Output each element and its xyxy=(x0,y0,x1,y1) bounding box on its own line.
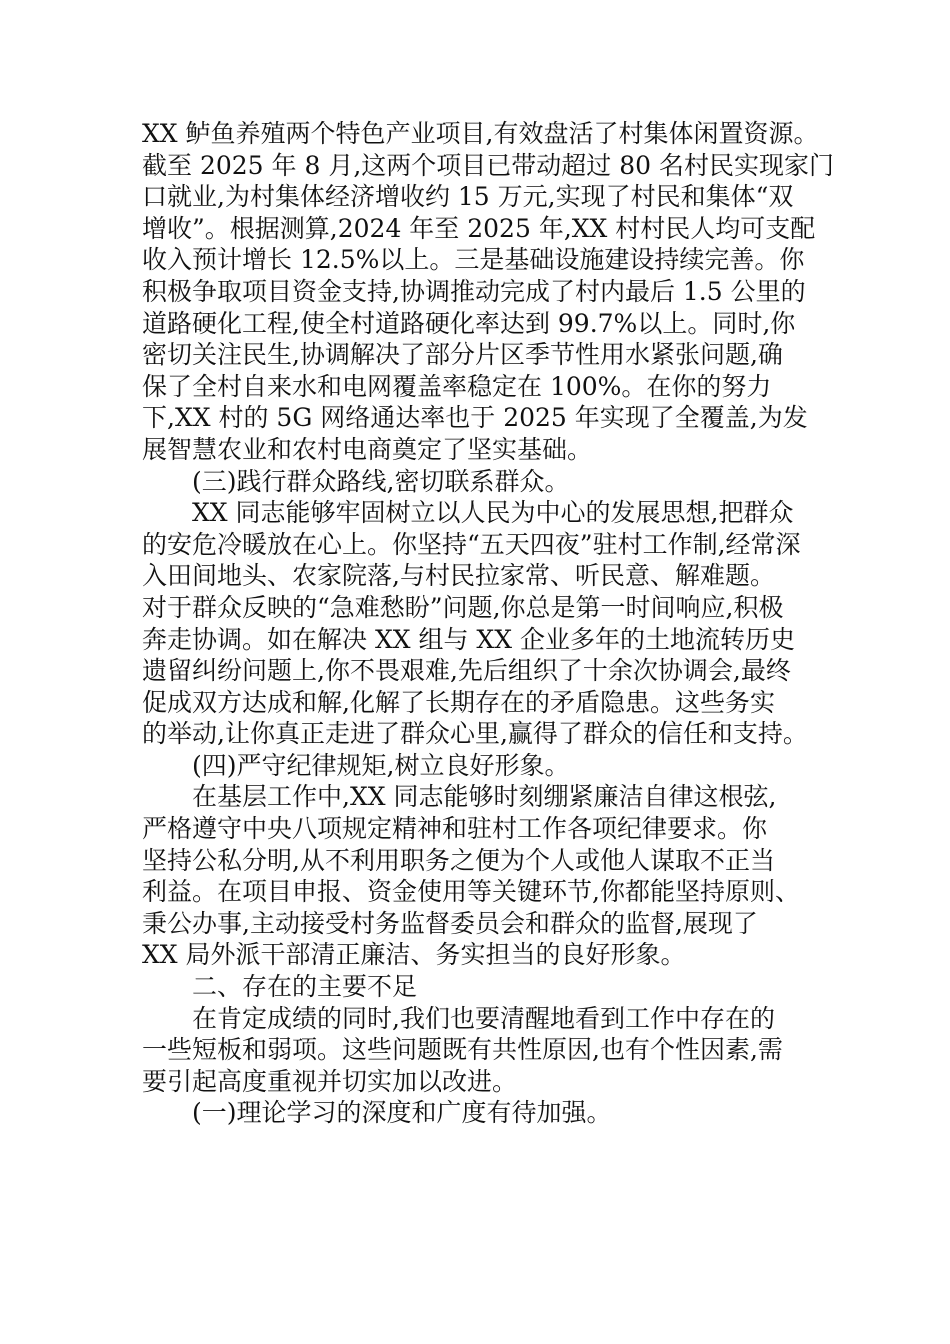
text-line: XX 同志能够牢固树立以人民为中心的发展思想,把群众 xyxy=(192,498,794,528)
heading-text: 二、存在的主要不足 xyxy=(192,972,418,1002)
text-line: 的举动,让你真正走进了群众心里,赢得了群众的信任和支持。 xyxy=(142,719,808,749)
paragraph-mass-line xyxy=(142,497,810,750)
text-line: XX 鲈鱼养殖两个特色产业项目,有效盘活了村集体闲置资源。 xyxy=(142,119,819,148)
section-heading-3 xyxy=(142,466,810,498)
text-line: 的安危冷暖放在心上。你坚持“五天四夜”驻村工作制,经常深 xyxy=(142,529,801,559)
text-line: 在基层工作中,XX 同志能够时刻绷紧廉洁自律这根弦, xyxy=(192,782,777,812)
text-line: 收入预计增长 12.5%以上。三是基础设施建设持续完善。你 xyxy=(142,245,805,275)
text-line: 在肯定成绩的同时,我们也要清醒地看到工作中存在的 xyxy=(192,1003,775,1033)
paragraph-shortcomings-intro xyxy=(142,1003,810,1098)
text-line: 截至 2025 年 8 月,这两个项目已带动超过 80 名村民实现家门 xyxy=(142,150,834,180)
text-line: 展智慧农业和农村电商奠定了坚实基础。 xyxy=(142,434,593,464)
text-line: 道路硬化工程,使全村道路硬化率达到 99.7%以上。同时,你 xyxy=(142,308,796,338)
text-line: 积极争取项目资金支持,协调推动完成了村内最后 1.5 公里的 xyxy=(142,276,806,306)
section-heading-shortcomings xyxy=(142,971,810,1003)
heading-text: (三)践行群众路线,密切联系群众。 xyxy=(192,466,570,496)
text-line: 奔走协调。如在解决 XX 组与 XX 企业多年的土地流转历史 xyxy=(142,624,795,654)
text-line: 利益。在项目申报、资金使用等关键环节,你都能坚持原则、 xyxy=(142,877,800,907)
text-line: 秉公办事,主动接受村务监督委员会和群众的监督,展现了 xyxy=(142,908,758,938)
section-heading-4 xyxy=(142,750,810,782)
section-heading-1 xyxy=(142,1097,810,1129)
text-line: 一些短板和弱项。这些问题既有共性原因,也有个性因素,需 xyxy=(142,1035,783,1065)
text-line: 严格遵守中央八项规定精神和驻村工作各项纪律要求。你 xyxy=(142,814,768,844)
text-line: 下,XX 村的 5G 网络通达率也于 2025 年实现了全覆盖,为发 xyxy=(142,403,808,433)
document-body xyxy=(142,118,834,1129)
heading-text: (一)理论学习的深度和广度有待加强。 xyxy=(192,1098,612,1128)
text-line: 坚持公私分明,从不利用职务之便为个人或他人谋取不正当 xyxy=(142,845,775,875)
text-line: 保了全村自来水和电网覆盖率稳定在 100%。在你的努力 xyxy=(142,371,772,401)
text-line: 入田间地头、农家院落,与村民拉家常、听民意、解难题。 xyxy=(142,561,775,591)
text-line: 增收”。根据测算,2024 年至 2025 年,XX 村村民人均可支配 xyxy=(142,213,816,243)
paragraph-achievements-continued xyxy=(142,118,834,466)
text-line: 促成双方达成和解,化解了长期存在的矛盾隐患。这些务实 xyxy=(142,687,775,717)
text-line: XX 局外派干部清正廉洁、务实担当的良好形象。 xyxy=(142,940,686,970)
text-line: 对于群众反映的“急难愁盼”问题,你总是第一时间响应,积极 xyxy=(142,592,784,622)
text-line: 口就业,为村集体经济增收约 15 万元,实现了村民和集体“双 xyxy=(142,182,794,212)
paragraph-discipline xyxy=(142,781,810,971)
text-line: 要引起高度重视并切实加以改进。 xyxy=(142,1066,518,1096)
heading-text: (四)严守纪律规矩,树立良好形象。 xyxy=(192,750,570,780)
text-line: 遗留纠纷问题上,你不畏艰难,先后组织了十余次协调会,最终 xyxy=(142,656,791,686)
text-line: 密切关注民生,协调解决了部分片区季节性用水紧张问题,确 xyxy=(142,340,783,370)
